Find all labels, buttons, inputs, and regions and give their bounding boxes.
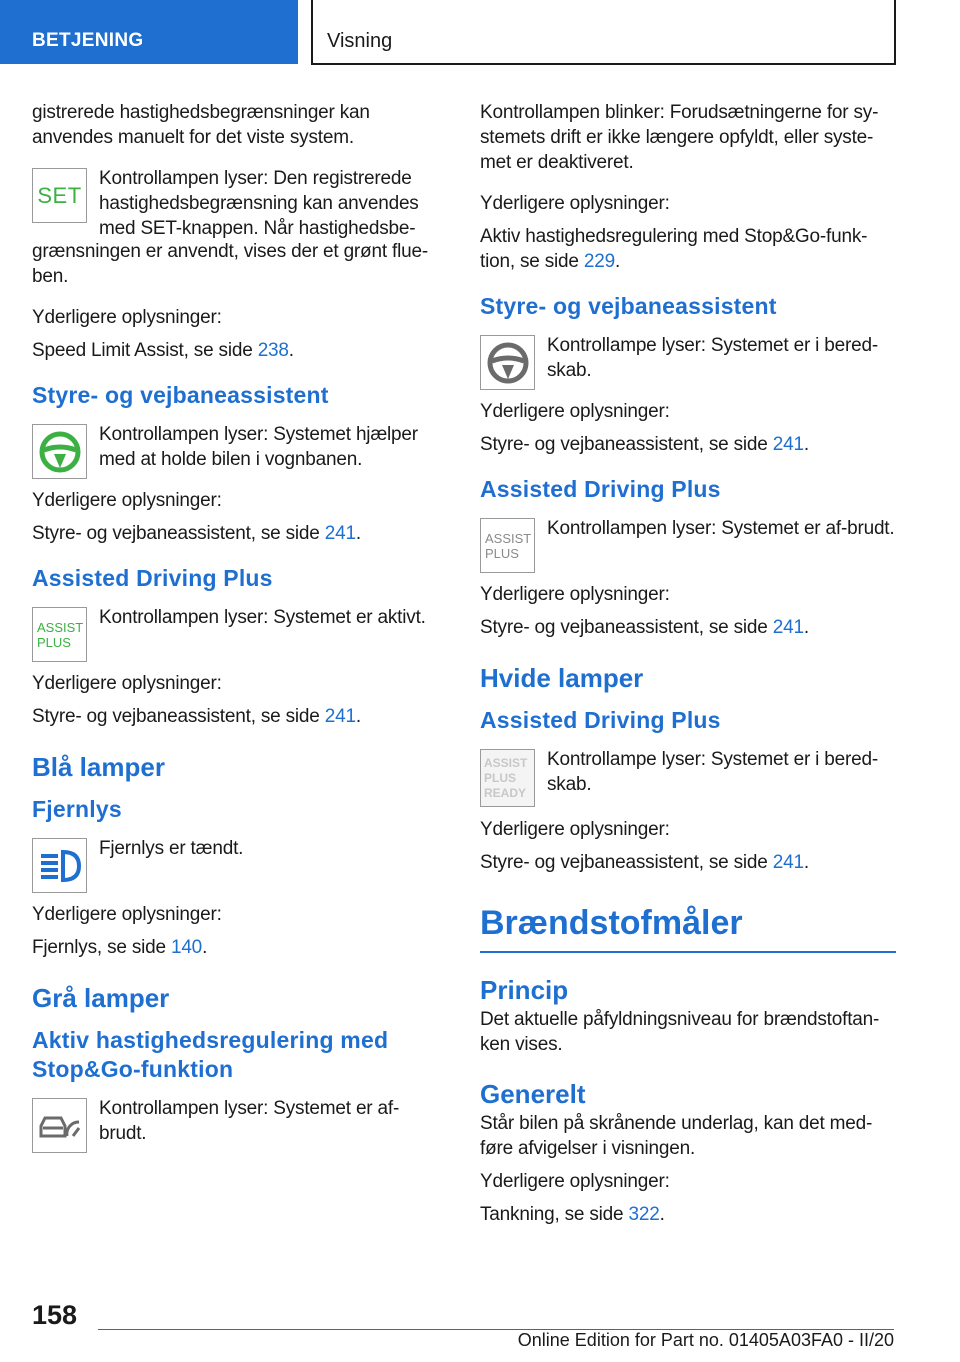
section-heading: Assisted Driving Plus <box>480 476 721 502</box>
page-link[interactable]: 322 <box>628 1204 660 1225</box>
reference-text: Styre- og vejbaneassistent, se side <box>480 852 773 873</box>
section-heading: Assisted Driving Plus <box>32 565 273 591</box>
reference-text: Tankning, se side <box>480 1204 629 1225</box>
icon-label: READY <box>484 785 527 800</box>
more-info-label: Yderligere oplysninger: <box>480 193 670 214</box>
left-column <box>32 100 442 1162</box>
more-info-label: Yderligere oplysninger: <box>32 307 222 328</box>
high-beam-icon <box>32 838 87 893</box>
paragraph: Kontrollampen blinker: Forudsætningerne for sy-stemets drift er ikke længere opfyldt, eller syste-met er deaktiveret. <box>480 102 879 173</box>
steering-wheel-icon <box>32 424 87 479</box>
section-heading: Fjernlys <box>32 796 122 822</box>
reference-line: Aktiv hastighedsregulering med Stop&Go-funk-tion, se side 229. <box>480 226 868 272</box>
reference-text: Aktiv hastighedsregulering med Stop&Go-funk-tion, se side <box>480 226 868 272</box>
more-info-label: Yderligere oplysninger: <box>480 1171 670 1192</box>
assist-plus-icon <box>480 518 535 573</box>
reference-line: Speed Limit Assist, se side 238. <box>32 340 294 361</box>
chapter-heading: Brændstofmåler <box>480 901 896 953</box>
page-link[interactable]: 229 <box>583 251 615 272</box>
footer-edition: Online Edition for Part no. 01405A03FA0 - II/20 <box>517 1330 894 1350</box>
set-text-line: med SET-knappen. Når hastighedsbe- <box>99 218 416 239</box>
reference-text: Styre- og vejbaneassistent, se side <box>32 706 325 727</box>
section-heading: Generelt <box>480 1079 586 1109</box>
page-link[interactable]: 241 <box>772 852 804 873</box>
steering-text: Kontrollampe lyser: Systemet er i bered-skab. <box>547 335 878 381</box>
section-heading: Blå lamper <box>32 752 165 782</box>
reference-line: Styre- og vejbaneassistent, se side 241. <box>480 434 809 455</box>
more-info-label: Yderligere oplysninger: <box>32 673 222 694</box>
steering-wheel-icon <box>480 335 535 390</box>
page-link[interactable]: 241 <box>772 434 804 455</box>
section-heading: Grå lamper <box>32 983 170 1013</box>
icon-label: PLUS <box>485 545 519 561</box>
cruise-row <box>32 1096 442 1154</box>
reference-line: Styre- og vejbaneassistent, se side 241. <box>32 706 361 727</box>
reference-line: Fjernlys, se side 140. <box>32 937 208 958</box>
icon-label: PLUS <box>37 634 71 650</box>
reference-line: Styre- og vejbaneassistent, se side 241. <box>480 852 809 873</box>
more-info-label: Yderligere oplysninger: <box>480 819 670 840</box>
page-header-title: Visning <box>311 0 896 65</box>
icon-label: ASSIST <box>37 619 84 635</box>
page-number: 158 <box>32 1300 78 1330</box>
paragraph: gistrerede hastighedsbegrænsninger kan anvendes manuelt for det viste system. <box>32 102 370 148</box>
section-heading: Princip <box>480 975 569 1005</box>
page-link[interactable]: 241 <box>324 706 356 727</box>
page-link[interactable]: 241 <box>772 617 804 638</box>
assist-plus-ready-icon <box>480 749 535 807</box>
icon-label: PLUS <box>484 770 517 785</box>
section-heading: Assisted Driving Plus <box>480 707 721 733</box>
reference-text: Styre- og vejbaneassistent, se side <box>32 523 325 544</box>
section-heading: Hvide lamper <box>480 663 644 693</box>
set-indicator-row <box>32 166 442 241</box>
paragraph: Står bilen på skrånende underlag, kan det med-føre afvigelser i visningen. <box>480 1113 873 1159</box>
more-info-label: Yderligere oplysninger: <box>32 904 222 925</box>
cruise-control-icon <box>32 1098 87 1153</box>
page-link[interactable]: 140 <box>170 937 203 958</box>
high-beam-text: Fjernlys er tændt. <box>99 838 244 859</box>
high-beam-row <box>32 836 442 894</box>
more-info-label: Yderligere oplysninger: <box>32 490 222 511</box>
adp-text: Kontrollampen lyser: Systemet er aktivt. <box>99 607 426 628</box>
adp-ready-row <box>480 747 896 809</box>
page-link[interactable]: 241 <box>324 523 356 544</box>
steering-standby-row <box>480 333 896 391</box>
set-text-line: hastighedsbegrænsning kan anvendes <box>99 193 419 214</box>
set-indicator-icon <box>32 168 87 223</box>
steering-text: Kontrollampen lyser: Systemet hjælper med at holde bilen i vognbanen. <box>99 424 418 470</box>
adp-off-row <box>480 516 896 574</box>
icon-label: ASSIST <box>485 530 532 546</box>
paragraph: Det aktuelle påfyldningsniveau for brændstoftan-ken vises. <box>480 1009 880 1055</box>
reference-text: Fjernlys, se side <box>32 937 171 958</box>
section-heading: Styre- og vejbaneassistent <box>480 293 777 319</box>
adp-row <box>32 605 442 663</box>
reference-text: Styre- og vejbaneassistent, se side <box>480 617 773 638</box>
reference-line: Tankning, se side 322. <box>480 1204 665 1225</box>
set-text-line: Kontrollampen lyser: Den registrerede <box>99 168 412 189</box>
page-link[interactable]: 238 <box>257 340 289 361</box>
steering-row <box>32 422 442 480</box>
adp-text: Kontrollampen lyser: Systemet er af-brudt. <box>547 518 895 539</box>
icon-label: ASSIST <box>484 755 528 770</box>
reference-line: Styre- og vejbaneassistent, se side 241. <box>32 523 361 544</box>
set-icon-label: SET <box>37 182 82 208</box>
section-heading: Styre- og vejbaneassistent <box>32 382 329 408</box>
more-info-label: Yderligere oplysninger: <box>480 401 670 422</box>
assist-plus-icon <box>32 607 87 662</box>
section-heading: Aktiv hastighedsregulering med Stop&Go-funktion <box>32 1027 389 1082</box>
reference-text: Styre- og vejbaneassistent, se side <box>480 434 773 455</box>
cruise-text: Kontrollampen lyser: Systemet er af-brudt. <box>99 1098 400 1144</box>
adp-ready-text: Kontrollampe lyser: Systemet er i bered-skab. <box>547 749 878 795</box>
reference-line: Styre- og vejbaneassistent, se side 241. <box>480 617 809 638</box>
right-column <box>480 100 896 1235</box>
more-info-label: Yderligere oplysninger: <box>480 584 670 605</box>
reference-text: Speed Limit Assist, se side <box>32 340 258 361</box>
section-tab: BETJENING <box>0 0 298 64</box>
set-text-continued: grænsningen er anvendt, vises der et grønt flue-ben. <box>32 241 428 287</box>
